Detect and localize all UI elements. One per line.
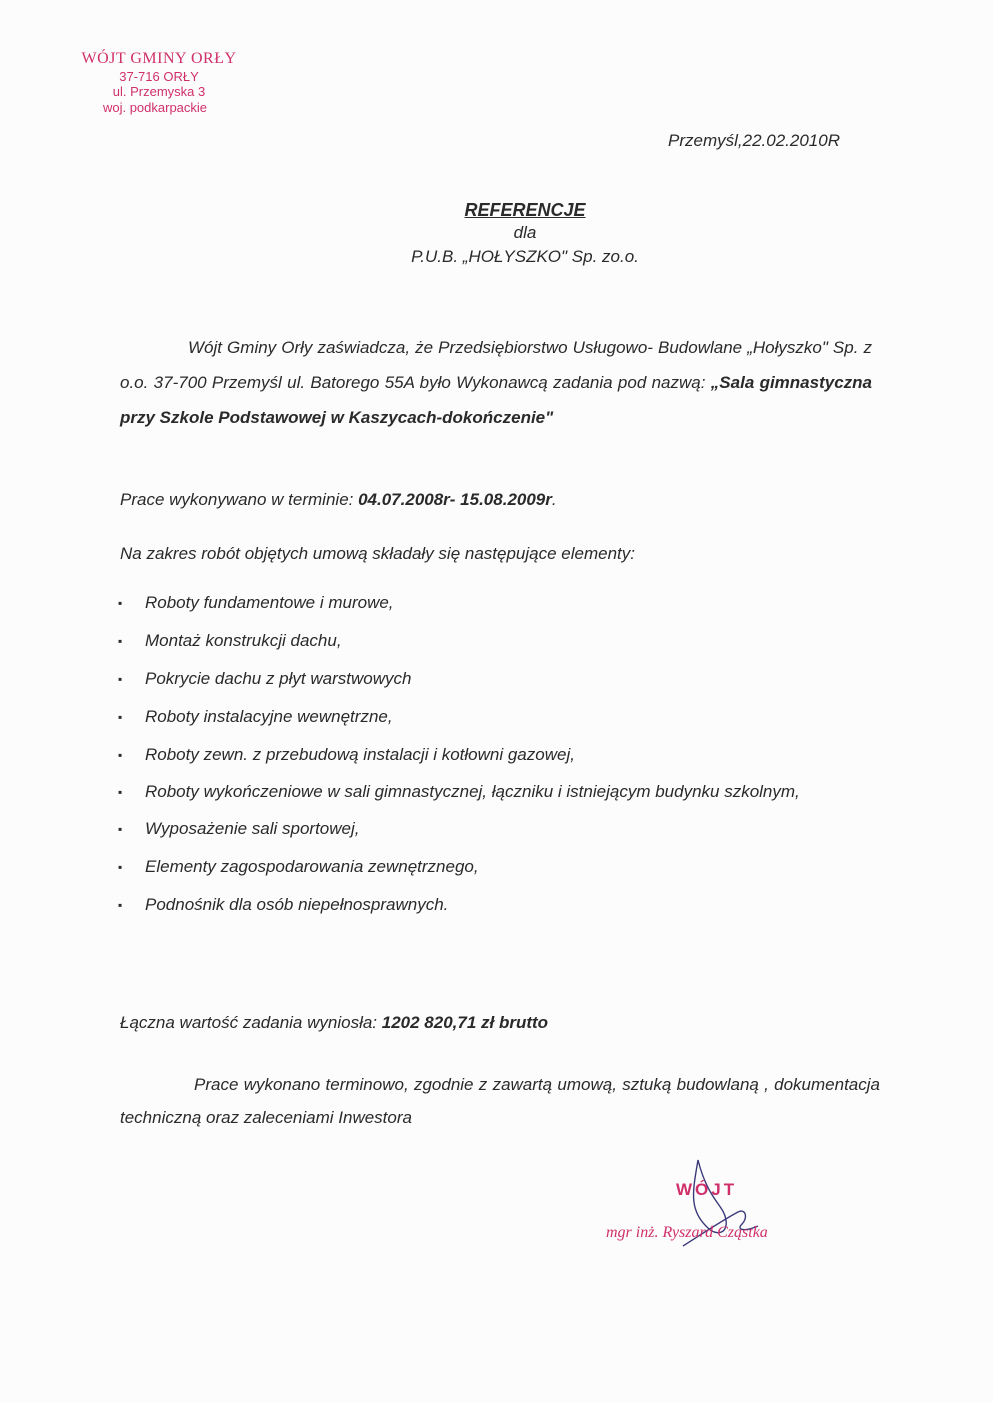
bullet-icon: ▪ [118,710,123,724]
scope-list [118,584,878,924]
document-date: Przemyśl,22.02.2010R [668,131,840,150]
list-item [118,584,878,622]
closing-paragraph [120,1068,880,1134]
stamp-line-3: ul. Przemyska 3 [112,84,206,100]
list-item-text: Roboty zewn. z przebudową instalacji i kotłowni gazowej, [145,745,575,764]
office-stamp [64,50,254,115]
bullet-icon: ▪ [118,898,123,912]
intro-paragraph [120,330,872,435]
total-value [120,1013,548,1033]
list-item [118,774,878,810]
signatory-name: mgr inż. Ryszard Cząstka [606,1224,768,1241]
list-item [118,810,878,848]
bullet-icon: ▪ [118,596,123,610]
list-item-text: Montaż konstrukcji dachu, [145,631,342,650]
scope-intro: Na zakres robót objętych umową składały się następujące elementy: [120,544,635,563]
list-item-text: Wyposażenie sali sportowej, [145,819,360,838]
bullet-icon: ▪ [118,860,123,874]
bullet-icon: ▪ [118,785,123,799]
task-name: „Sala gimnastyczna przy Szkole Podstawowej w Kaszycach-dokończenie" [120,373,873,427]
document-heading [340,198,710,270]
stamp-line-4: woj. podkarpackie [102,99,208,115]
bullet-icon: ▪ [118,672,123,686]
total-amount: 1202 820,71 zł brutto [381,1013,549,1032]
list-item-text: Pokrycie dachu z płyt warstwowych [145,669,412,688]
bullet-icon: ▪ [118,634,123,648]
list-item [118,848,878,886]
list-item [118,622,878,660]
intro-text: Wójt Gminy Orły zaświadcza, że Przedsiębiorstwo Usługowo- Budowlane „Hołyszko" Sp. z o.o. 37-700 Przemyśl ul. Batorego 55A było Wykonawcą zadania pod nazwą: [120,338,872,392]
list-item-text: Roboty wykończeniowe w sali gimnastycznej, łączniku i istniejącym budynku szkolnym, [145,782,800,801]
list-item [118,886,878,924]
heading-company: P.U.B. „HOŁYSZKO" Sp. zo.o. [411,247,639,266]
list-item [118,660,878,698]
stamp-line-1: WÓJT GMINY ORŁY [81,50,237,67]
period-end: . [551,490,557,509]
bullet-icon: ▪ [118,822,123,836]
heading-for: dla [513,223,537,242]
period-label: Prace wykonywano w terminie: [120,490,359,509]
signatory-title: WÓJT [676,1180,738,1199]
stamp-line-2: 37-716 ORŁY [119,68,199,84]
list-item-text: Roboty fundamentowe i murowe, [145,593,394,612]
work-period [120,490,557,510]
document-title: REFERENCJE [464,200,586,220]
list-item-text: Podnośnik dla osób niepełnosprawnych. [145,895,449,914]
closing-text: Prace wykonano terminowo, zgodnie z zawartą umową, sztuką budowlaną , dokumentacja techniczną oraz zaleceniami Inwestora [120,1075,880,1127]
list-item-text: Roboty instalacyjne wewnętrzne, [145,707,393,726]
total-label: Łączna wartość zadania wyniosła: [120,1013,382,1032]
period-dates: 04.07.2008r- 15.08.2009r [358,490,552,509]
bullet-icon: ▪ [118,748,123,762]
list-item-text: Elementy zagospodarowania zewnętrznego, [145,857,479,876]
list-item [118,698,878,736]
handwritten-signature [668,1150,778,1260]
list-item [118,736,878,774]
